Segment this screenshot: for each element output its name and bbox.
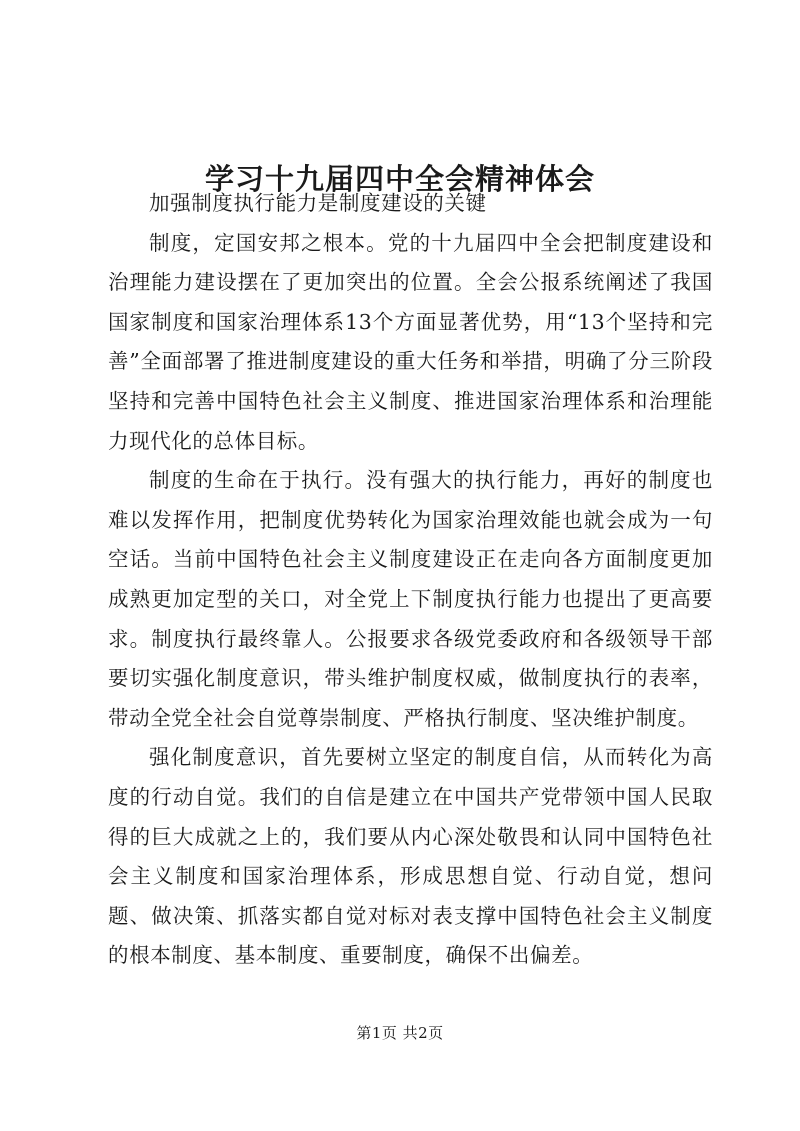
- paragraph: 制度的生命在于执行。没有强大的执行能力，再好的制度也难以发挥作用，把制度优势转化为国家治理效能也就会成为一句空话。当前中国特色社会主义制度建设正在走向各方面制度更加成熟更加定型的关口，对全党上下制度执行能力也提出了更高要求。制度执行最终靠人。公报要求各级党委政府和各级领导干部要切实强化制度意识，带头维护制度权威，做制度执行的表率，带动全党全社会自觉尊崇制度、严格执行制度、坚决维护制度。: [108, 468, 713, 730]
- page-title: 学习十九届四中全会精神体会: [204, 162, 595, 197]
- paragraph: 强化制度意识，首先要树立坚定的制度自信，从而转化为高度的行动自觉。我们的自信是建立在中国共产党带领中国人民取得的巨大成就之上的，我们要从内心深处敬畏和认同中国特色社会主义制度和国家治理体系，形成思想自觉、行动自觉，想问题、做决策、抓落实都自觉对标对表支撑中国特色社会主义制度的根本制度、基本制度、重要制度，确保不出偏差。: [108, 745, 713, 968]
- document-body: [108, 184, 713, 976]
- page-number-footer: 第1页 共2页: [356, 1024, 444, 1042]
- section-heading: 加强制度执行能力是制度建设的关键: [149, 191, 487, 215]
- paragraph: 制度，定国安邦之根本。党的十九届四中全会把制度建设和治理能力建设摆在了更加突出的位置。全会公报系统阐述了我国国家制度和国家治理体系13个方面显著优势，用“13个坚持和完善”全面部署了推进制度建设的重大任务和举措，明确了分三阶段坚持和完善中国特色社会主义制度、推进国家治理体系和治理能力现代化的总体目标。: [108, 230, 713, 453]
